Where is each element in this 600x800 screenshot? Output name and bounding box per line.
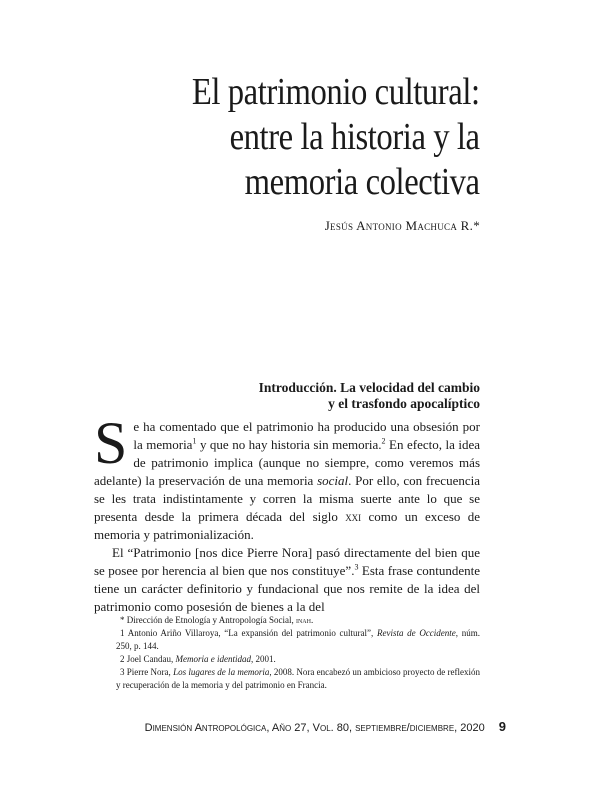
p1-text-a: e ha comentado que el patrimonio ha producido una obsesión por la memoria (133, 419, 480, 452)
p1-text-c: En efecto, la idea de patrimonio implica (aunque no siempre, como veremos más adelante) la preservación de una memoria (94, 437, 480, 488)
footnote-2-emphasis: Memoria e identidad (175, 654, 251, 664)
page-footer (145, 719, 506, 734)
footnote-star-end: . (310, 615, 314, 625)
paragraph-2 (94, 544, 480, 616)
footnote-1-text-a: 1 Antonio Ariño Villaroya, “La expansión del patrimonio cultural”, (120, 628, 377, 638)
p1-text-b: y que no hay historia sin memoria. (196, 437, 382, 452)
title-line-1: El patrimonio cultural: (192, 71, 480, 113)
footnote-2-text-b: , 2001. (251, 654, 276, 664)
p1-text-d: . Por ello, con frecuencia se les trata indistintamente y corren la misma suerte ante lo que se presenta desde la primera década del siglo (94, 473, 480, 524)
p1-text-e: como un exceso de memoria y patrimonialización. (94, 509, 480, 542)
drop-cap: S (94, 410, 128, 476)
author-name: Jesús Antonio Machuca R.* (324, 218, 480, 233)
section-heading-line-2: y el trasfondo apocalíptico (328, 396, 480, 411)
footnote-3-text-a: 3 Pierre Nora, (120, 667, 174, 677)
footnote-1-emphasis: Revista de Occidente (376, 628, 456, 638)
journal-citation: Dimensión Antropológica, Año 27, Vol. 80, septiembre/diciembre, 2020 (144, 722, 485, 734)
section-heading (259, 380, 480, 412)
title-line-3: memoria colectiva (245, 161, 480, 203)
footnotes (116, 614, 480, 692)
article-title (192, 70, 480, 205)
body-text (94, 410, 480, 616)
footnote-2 (116, 653, 480, 666)
p1-emphasis: social (317, 473, 349, 488)
p1-century: xxi (345, 509, 362, 524)
footnote-ref-3: 3 (354, 562, 359, 572)
p2-text-a: El “Patrimonio [nos dice Pierre Nora] pasó directamente del bien que se posee por herencia al bien que nos constituye”. (94, 545, 480, 578)
footnote-1 (116, 627, 480, 653)
section-heading-line-1: Introducción. La velocidad del cambio (258, 380, 480, 395)
p2-text-b: Esta frase contundente tiene un carácter definitorio y fundacional que nos remite de la idea del patrimonio como posesión de bienes a la del (94, 563, 480, 614)
footnote-3-text-b: , 2008. Nora encabezó un ambicioso proyecto de reflexión y recuperación de la memoria y del patrimonio en Francia. (116, 667, 480, 690)
footnote-star-text: * Dirección de Etnología y Antropología Social, (120, 615, 296, 625)
footnote-3-emphasis: Los lugares de la memoria (173, 667, 270, 677)
footnote-3 (116, 666, 480, 692)
footnote-ref-2: 2 (381, 436, 386, 446)
page-number: 9 (498, 719, 506, 734)
footnote-star-org: inah (295, 615, 311, 625)
title-line-2: entre la historia y la (229, 116, 480, 158)
footnote-ref-1: 1 (192, 436, 197, 446)
footnote-2-text-a: 2 Joel Candau, (120, 654, 176, 664)
paragraph-1 (94, 410, 480, 544)
footnote-1-text-b: , núm. 250, p. 144. (116, 628, 480, 651)
footnote-star (116, 614, 480, 627)
